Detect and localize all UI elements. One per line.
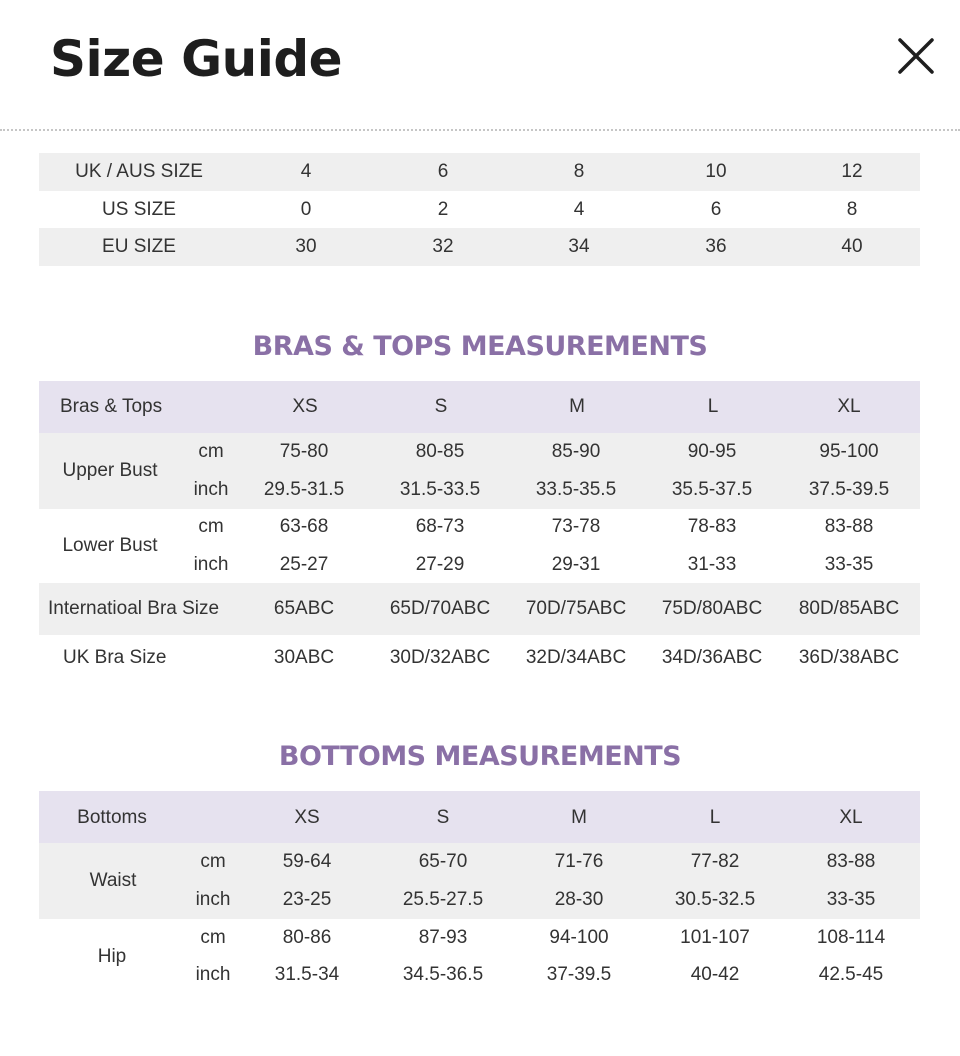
table-cell: 65-70: [418, 851, 468, 872]
table-cell: 30.5-32.5: [674, 889, 756, 910]
table-cell: 42.5-45: [818, 964, 884, 985]
unit-label: cm: [198, 516, 224, 537]
table-cell: 31.5-34: [274, 964, 340, 985]
table-cell: 85-90: [551, 441, 601, 462]
table-cell: 34: [568, 236, 590, 257]
table-cell: 31.5-33.5: [399, 479, 481, 500]
table-cell: 40: [841, 236, 863, 257]
size-header: XS: [294, 807, 320, 828]
size-header: M: [569, 396, 585, 417]
row-label-waist: Waist: [89, 870, 137, 891]
table-cell: 63-68: [279, 516, 329, 537]
table-cell: 75D/80ABC: [661, 598, 763, 619]
table-cell: 83-88: [824, 516, 874, 537]
size-header: S: [434, 396, 448, 417]
table-cell: 12: [841, 161, 863, 182]
table-cell: 75-80: [279, 441, 329, 462]
table-cell: 23-25: [282, 889, 332, 910]
bottoms-title: BOTTOMS MEASUREMENTS: [278, 741, 682, 772]
table-cell: 78-83: [687, 516, 737, 537]
bras-tops-title: BRAS & TOPS MEASUREMENTS: [252, 331, 708, 362]
table-cell: 33.5-35.5: [535, 479, 617, 500]
row-label-uk-bra: UK Bra Size: [63, 647, 167, 668]
table-cell: 80-86: [282, 927, 332, 948]
table-cell: 28-30: [554, 889, 604, 910]
table-cell: 94-100: [549, 927, 609, 948]
table-cell: 59-64: [282, 851, 332, 872]
table-cell: 36D/38ABC: [798, 647, 900, 668]
table-cell: 90-95: [687, 441, 737, 462]
table-cell: 95-100: [819, 441, 879, 462]
size-header: L: [707, 396, 719, 417]
row-label-lower-bust: Lower Bust: [62, 535, 158, 556]
table-cell: 8: [573, 161, 585, 182]
table-header-label: Bottoms: [77, 807, 147, 828]
table-cell: 29-31: [551, 554, 601, 575]
table-cell: 32D/34ABC: [525, 647, 627, 668]
table-cell: 6: [437, 161, 449, 182]
table-cell: 80D/85ABC: [798, 598, 900, 619]
table-cell: 25.5-27.5: [402, 889, 484, 910]
table-cell: 8: [846, 199, 858, 220]
row-label-international: Internatioal Bra Size: [48, 598, 220, 619]
unit-label: cm: [200, 851, 226, 872]
table-cell: 36: [705, 236, 727, 257]
modal-header: [0, 0, 960, 130]
table-cell: 10: [705, 161, 727, 182]
table-cell: 40-42: [690, 964, 740, 985]
unit-label: inch: [195, 889, 231, 910]
table-cell: 4: [573, 199, 585, 220]
table-cell: 35.5-37.5: [671, 479, 753, 500]
table-cell: 83-88: [826, 851, 876, 872]
table-cell: 0: [300, 199, 312, 220]
row-label: UK / AUS SIZE: [75, 161, 203, 182]
table-header-label: Bras & Tops: [60, 396, 163, 417]
table-cell: 37.5-39.5: [808, 479, 890, 500]
table-cell: 4: [300, 161, 312, 182]
table-cell: 2: [437, 199, 449, 220]
row-label-hip: Hip: [97, 946, 127, 967]
row-label: EU SIZE: [102, 236, 176, 257]
header-divider: [0, 129, 960, 131]
table-cell: 30ABC: [273, 647, 335, 668]
row-label-upper-bust: Upper Bust: [62, 460, 158, 481]
table-header-band: [39, 791, 920, 843]
unit-label: cm: [198, 441, 224, 462]
table-cell: 71-76: [554, 851, 604, 872]
table-cell: 27-29: [415, 554, 465, 575]
table-cell: 77-82: [690, 851, 740, 872]
close-icon[interactable]: [894, 34, 940, 80]
table-cell: 30D/32ABC: [389, 647, 491, 668]
size-header: S: [436, 807, 450, 828]
table-cell: 33-35: [826, 889, 876, 910]
table-cell: 68-73: [415, 516, 465, 537]
size-header: XL: [839, 807, 863, 828]
table-cell: 34D/36ABC: [661, 647, 763, 668]
table-cell: 73-78: [551, 516, 601, 537]
table-cell: 30: [295, 236, 317, 257]
table-cell: 6: [710, 199, 722, 220]
table-cell: 65ABC: [273, 598, 335, 619]
table-cell: 33-35: [824, 554, 874, 575]
table-cell: 80-85: [415, 441, 465, 462]
unit-label: inch: [193, 554, 229, 575]
table-cell: 87-93: [418, 927, 468, 948]
size-header: XS: [292, 396, 318, 417]
table-cell: 34.5-36.5: [402, 964, 484, 985]
table-cell: 65D/70ABC: [389, 598, 491, 619]
row-label: US SIZE: [102, 199, 176, 220]
unit-label: cm: [200, 927, 226, 948]
table-cell: 101-107: [680, 927, 750, 948]
table-cell: 29.5-31.5: [263, 479, 345, 500]
unit-label: inch: [193, 479, 229, 500]
size-header: XL: [837, 396, 861, 417]
table-cell: 31-33: [687, 554, 737, 575]
table-cell: 32: [432, 236, 454, 257]
unit-label: inch: [195, 964, 231, 985]
table-cell: 25-27: [279, 554, 329, 575]
modal-title: Size Guide: [50, 30, 343, 88]
table-header-band: [39, 381, 920, 433]
table-cell: 108-114: [816, 927, 886, 948]
size-header: L: [709, 807, 721, 828]
table-cell: 37-39.5: [546, 964, 612, 985]
table-cell: 70D/75ABC: [525, 598, 627, 619]
size-header: M: [571, 807, 587, 828]
